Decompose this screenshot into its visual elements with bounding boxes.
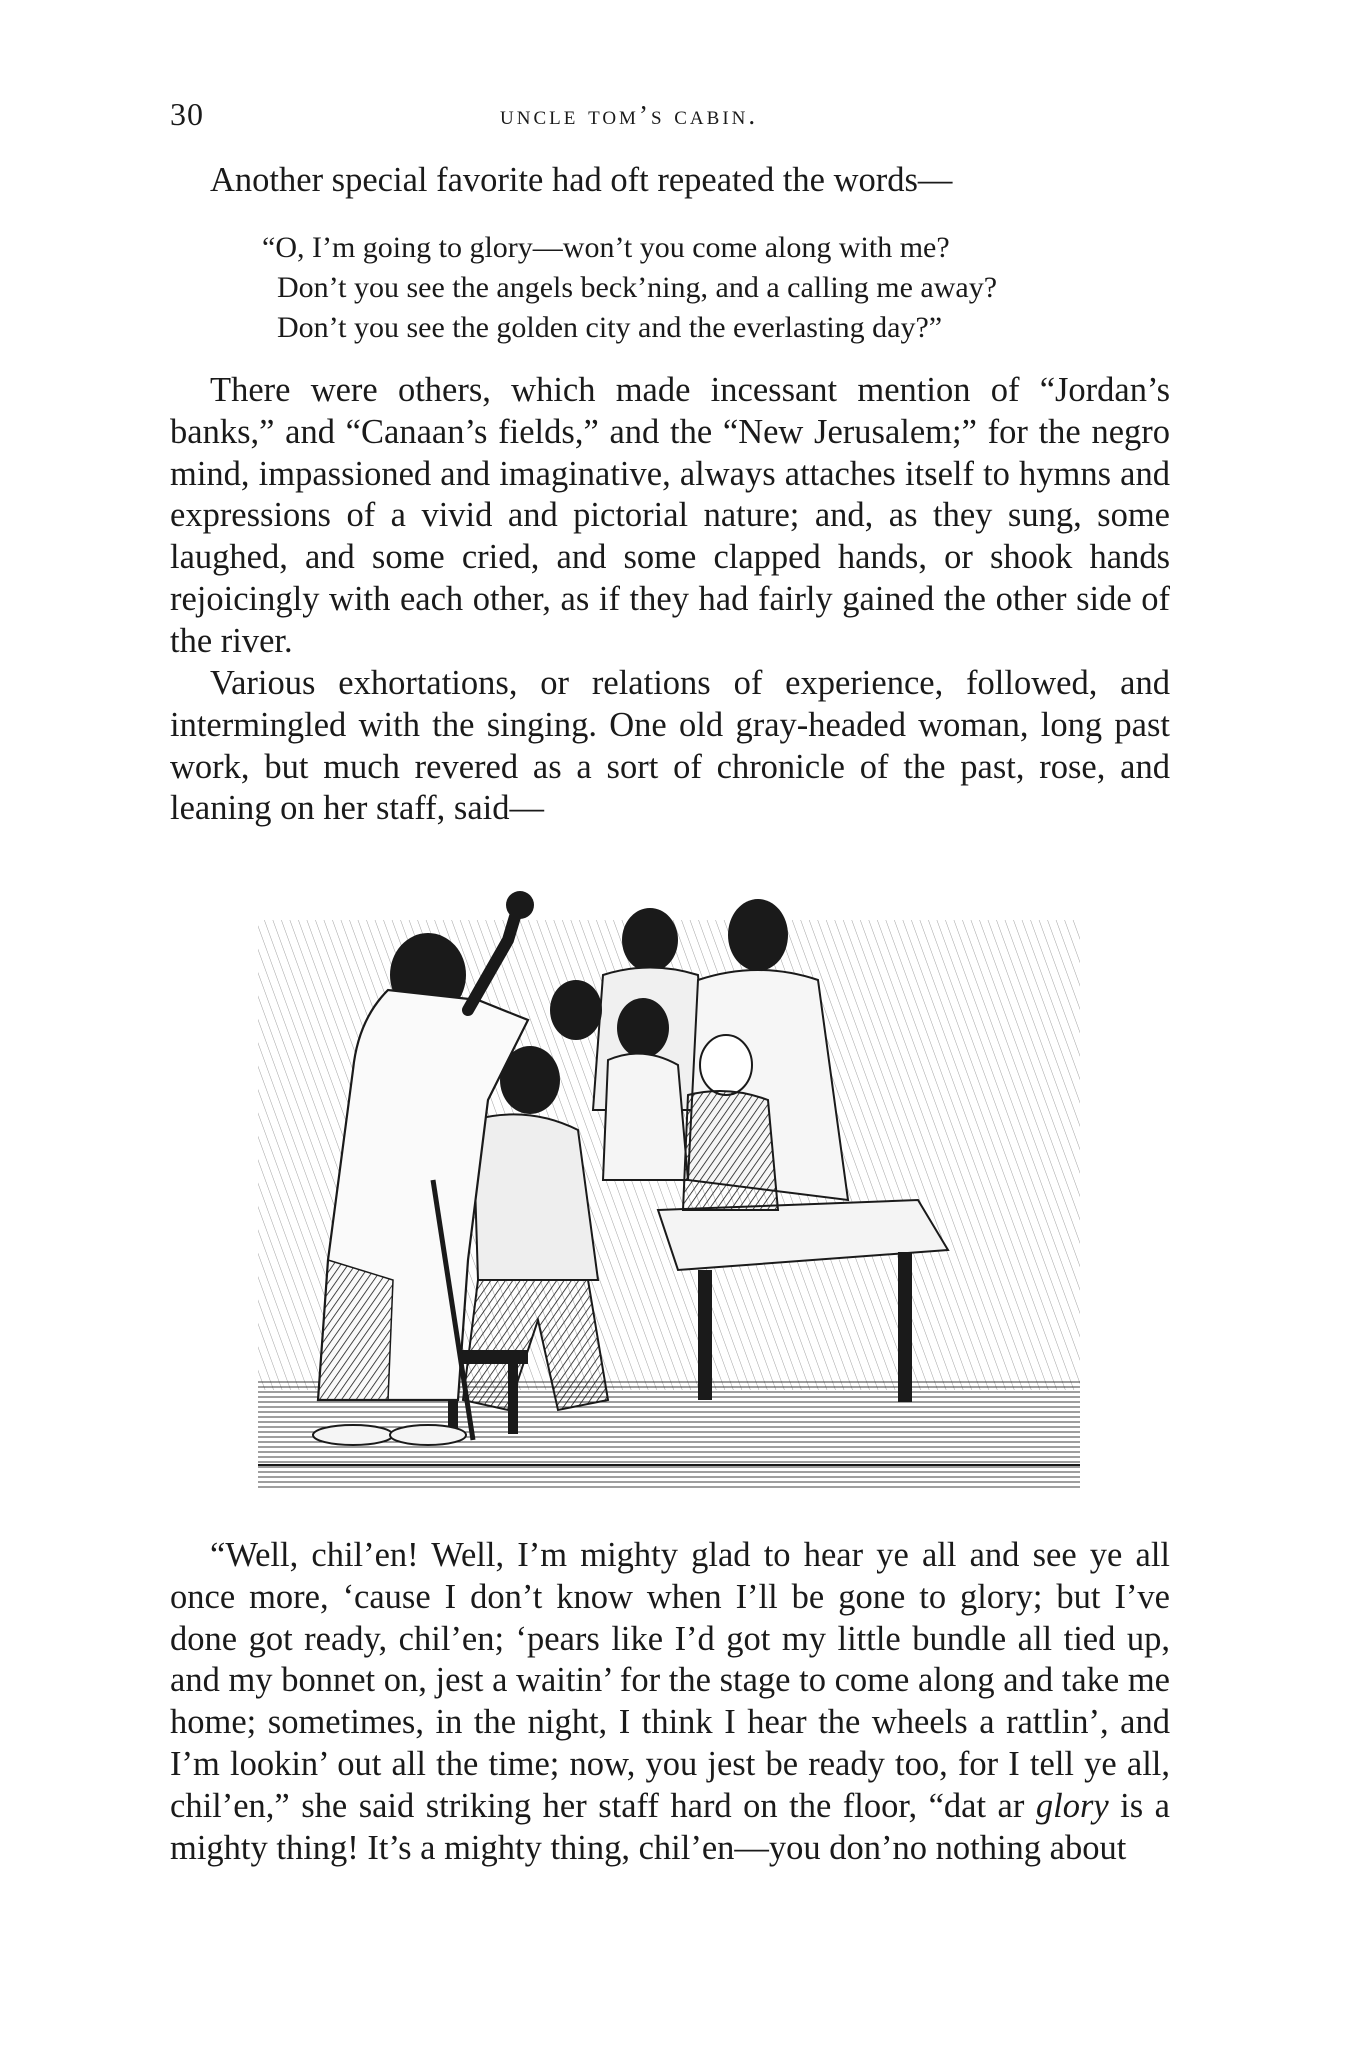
paragraph-3-part-1: “Well, chil’en! Well, I’m mighty glad to hear ye all and see ye all once more, ‘cause I don’t know when I’ll be gone to glory; but I’ve done got ready, chil’en; ‘pears like I’d got my little bundle all tied up, and my bonnet on, jest a waitin’ for the stage to come along and take me home; sometimes, in the night, I think I hear the wheels a rattlin’, and I’m lookin’ out all the time; now, you jest be ready too, for I tell ye all, chil’en,” she said striking her staff hard on the floor, “dat ar: [170, 1536, 1170, 1825]
paragraph-1: There were others, which made incessant mention of “Jordan’s banks,” and “Canaan’s fields,” and the “New Jerusalem;” for the negro mind, impassioned and imaginative, always attaches itself to hymns and expressions of a vivid and pictorial nature; and, as they sung, some laughed, and some cried, and some clapped hands, or shook hands rejoicingly with each other, as if they had fairly gained the other side of the river.: [170, 371, 1170, 660]
intro-line-block: [210, 160, 1170, 202]
paragraph-3-part-2: is a mighty thing! It’s a mighty thing, chil’en—you don’no nothing about: [170, 1786, 1170, 1867]
verse-line-3: Don’t you see the golden city and the everlasting day?”: [277, 311, 943, 344]
engraving-illustration-icon: [258, 880, 1080, 1510]
paragraph-3-block: [170, 1535, 1170, 1869]
paragraph-2: Various exhortations, or relations of experience, followed, and intermingled with the singing. One old gray-headed woman, long past work, but much revered as a sort of chronicle of the past, rose, and leaning on her staff, said—: [170, 664, 1170, 828]
running-title: uncle tom’s cabin.: [500, 100, 759, 130]
verse-line-2: Don’t you see the angels beck’ning, and a calling me away?: [277, 271, 998, 304]
verse-line-1: “O, I’m going to glory—won’t you come along with me?: [262, 231, 950, 264]
page-header: [170, 96, 1200, 136]
paragraph-3: [170, 1535, 1170, 1869]
intro-line: Another special favorite had oft repeated the words—: [210, 161, 953, 199]
paragraph-2-block: [170, 663, 1170, 830]
paragraph-3-emphasis: glory: [1035, 1786, 1109, 1825]
paragraph-1-block: [170, 370, 1170, 663]
hymn-verse: [262, 228, 1162, 348]
page-number: 30: [170, 96, 204, 132]
